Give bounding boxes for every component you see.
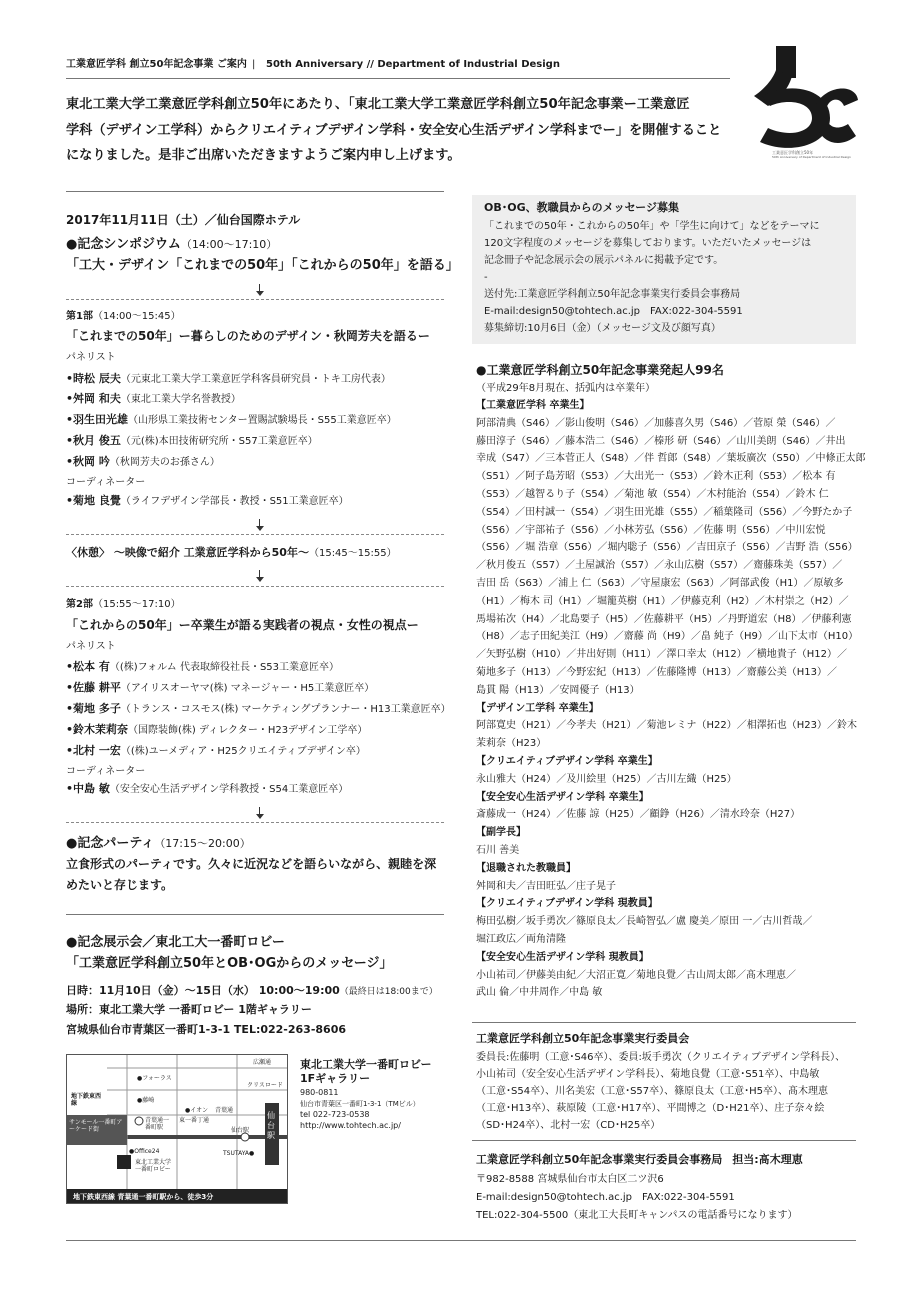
part1-panelist-label: パネリスト (66, 352, 116, 363)
dashed-divider (66, 299, 444, 300)
promoter-group-heading: 【クリエイティブデザイン学科 現教員】 (476, 898, 658, 910)
part2-heading (66, 597, 181, 612)
symposium-theme: 「工大・デザイン「これまでの50年」「これからの50年」を語る」 (66, 258, 459, 273)
promoter-row: （S53）／越智るり子（S54）／菊池 敏（S54）／木村能治（S54）／鈴木 仁 (476, 489, 829, 500)
map-label: サンモール一番町アーケード街 (69, 1119, 123, 1133)
promoter-row: 茉莉奈（H23） (476, 738, 547, 750)
exhibition-address: 宮城県仙台市青葉区一番町1-3-1 TEL:022-263-8606 (66, 1023, 347, 1036)
map-label: 青葉通一番町駅 (145, 1117, 170, 1131)
map-label: ●藤崎 (137, 1097, 155, 1104)
promoter-row: （S51）／阿子島芳昭（S53）／大出光一（S53）／鈴木正利（S53）／松本 有 (476, 471, 836, 483)
coordinator: •中島 敏（安全安心生活デザイン学科教授・S54工業意匠卒） (66, 782, 349, 795)
message-line: 120文字程度のメッセージを募集しております。いただいたメッセージは (484, 238, 812, 249)
map-label: TSUTAYA● (223, 1150, 255, 1157)
office-line: 〒982-8588 宮城県仙台市太白区二ツ沢6 (476, 1174, 664, 1185)
promoter-row: 阿部清典（S46）／影山俊明（S46）／加藤喜久男（S46）／菅原 榮（S46）／ (476, 417, 836, 429)
promoters-note: （平成29年8月現在、括弧内は卒業年） (476, 383, 656, 394)
message-line: - (484, 272, 488, 283)
message-line: 記念冊子や記念展示会の展示パネルに掲載予定です。 (484, 255, 724, 266)
exhibition-place: 場所：東北工業大学 一番町ロビー 1階ギャラリー (66, 1003, 312, 1016)
part1-heading (66, 309, 181, 324)
promoters-title: ●工業意匠学科創立50年記念事業発起人99名 (476, 363, 724, 377)
venue-title: 1Fギャラリー (300, 1072, 371, 1085)
part2-title: 「これからの50年」ー卒業生が語る実践者の視点・女性の視点ー (66, 618, 419, 632)
part2-coordinator-label: コーディネーター (66, 766, 146, 777)
promoter-row: 吉田 岳（S63）／浦上 仁（S63）／守屋康宏（S63）／阿部武俊（H1）／原敏多 (476, 578, 844, 589)
logo-caption-en: 50th Anniversary of Department of Industrial Design (772, 155, 851, 159)
committee-line: （工意･H13卒）、萩原陵（工意･H17卒）、平間博之（D･H21卒）、庄子奈々絵 (476, 1103, 825, 1114)
map-label: クリスロード (247, 1082, 283, 1089)
map-caption: 地下鉄東西線 青葉通一番町駅から、徒歩3分 (73, 1193, 214, 1201)
part1-label: 第1部 (66, 311, 93, 322)
map-label: 仙台駅 (267, 1111, 275, 1140)
promoter-row: ／秋月俊五（S57）／土屋誠治（S57）／永山広樹（S57）／齋藤珠美（S57）／ (476, 560, 843, 572)
logo-caption-jp: 工業意匠学科創立50年 (772, 150, 814, 155)
promoter-row: 幸成（S47）／三本菅正人（S48）／伴 哲郎（S48）／葉坂廣次（S50）／中條正太郎 (476, 453, 866, 465)
dashed-divider (66, 822, 444, 823)
part1-time: （14:00〜15:45） (92, 311, 181, 322)
symposium-heading (66, 236, 277, 254)
left-mid-rule (66, 914, 444, 915)
part2-time: （15:55〜17:10） (92, 599, 181, 610)
promoter-row: （H1）／梅木 司（H1）／堀籠英樹（H1）／伊藤克利（H2）／木村崇之（H2）／ (476, 595, 849, 607)
promoter-row: 島貫 陽（H13）／安岡優子（H13） (476, 684, 640, 696)
exhibition-date: 日時：11月10日（金）〜15日（水） 10:00〜19:00（最終日は18:00まで） (66, 984, 438, 997)
promoter-row: （S56）／宇部祐子（S56）／小林芳弘（S56）／佐藤 明（S56）／中川宏悦 (476, 524, 826, 536)
exhibition-title: ●記念展示会／東北工大一番町ロビー (66, 935, 285, 950)
map-label: ●フォーラス (137, 1075, 172, 1082)
venue-zip: 980-0811 (300, 1088, 339, 1097)
promoter-row: 石川 善美 (476, 845, 520, 856)
map-label: 東北工業大学一番町ロビー (135, 1159, 172, 1173)
promoter-row: （S56）／堀 浩章（S56）／堀内聡子（S56）／吉田京子（S56）／吉野 浩（S56） (476, 542, 858, 554)
dashed-divider (66, 534, 444, 535)
office-heading (476, 1152, 803, 1168)
party-title: ●記念パーティ (66, 836, 155, 851)
break-title: 〈休憩〉 〜映像で紹介 工業意匠学科から50年〜 (66, 546, 309, 559)
committee-line: 小山祐司（安全安心生活デザイン学科長）、菊地良覺（工意･S51卒）、中島敏 (476, 1069, 820, 1080)
panelist: •舛岡 和夫（東北工業大学名誉教授） (66, 392, 241, 405)
panelist: •松本 有（(株)フォルム 代表取締役社長・S53工業意匠卒） (66, 660, 340, 673)
promoter-row: 舛岡和夫／吉田旺弘／庄子晃子 (476, 880, 616, 892)
venue-tel: tel 022-723-0538 (300, 1110, 370, 1119)
right-rule (472, 1022, 856, 1023)
part1-title: 「これまでの50年」ー暮らしのためのデザイン・秋岡芳夫を語るー (66, 329, 430, 343)
panelist: •秋月 俊五（元(株)本田技術研究所・S57工業意匠卒） (66, 434, 318, 447)
office-tel: TEL:022-304-5500（東北工大長町キャンパスの電話番号になります） (476, 1210, 798, 1221)
right-rule (472, 1140, 856, 1141)
part2-label: 第2部 (66, 599, 93, 610)
message-line: 送付先:工業意匠学科創立50年記念事業実行委員会事務局 (484, 289, 741, 300)
event-date-venue: 2017年11月11日（土）／仙台国際ホテル (66, 213, 301, 227)
promoter-row: 菊地多子（H13）／今野宏紀（H13）／佐藤隆博（H13）／齋藤公美（H13）／ (476, 667, 837, 678)
anniversary-logo (732, 40, 858, 160)
panelist: •北村 一宏（(株)ユーメディア・H25クリエイティブデザイン卒） (66, 744, 366, 757)
committee-line: （SD･H24卒）、北村一宏（CD･H25卒） (476, 1120, 661, 1131)
promoter-row: （H8）／志子田紀美江（H9）／齋藤 尚（H9）／畠 純子（H9）／山下太市（H10） (476, 631, 859, 643)
panelist: •菊地 多子（トランス・コスモス(株) マーケティングプランナー・H13工業意匠卒） (66, 702, 451, 715)
party-time: （17:15〜20:00） (154, 837, 251, 850)
exhibition-subtitle: 「工業意匠学科創立50年とOB･OGからのメッセージ」 (66, 956, 393, 971)
intro-line: になりました。是非ご出席いただきますようご案内申し上げます。 (66, 148, 461, 163)
promoter-group-heading: 【クリエイティブデザイン学科 卒業生】 (476, 756, 658, 767)
promoter-group-heading: 【工業意匠学科 卒業生】 (476, 400, 590, 411)
coordinator: •菊地 良覺（ライフデザイン学部長・教授・S51工業意匠卒） (66, 494, 349, 507)
promoter-group-heading: 【安全安心生活デザイン学科 卒業生】 (476, 791, 649, 803)
venue-address: 仙台市青葉区一番町1-3-1（TMビル） (300, 1100, 420, 1108)
message-deadline: 募集締切:10月6日（金）（メッセージ文及び顔写真） (484, 323, 721, 334)
promoter-row: 藤田淳子（S46）／藤本浩二（S46）／榛形 研（S46）／山川美朗（S46）／井出 (476, 435, 846, 447)
header-separator: | (252, 59, 256, 70)
office-contact: 担当:髙木理恵 (732, 1153, 803, 1166)
promoter-group-heading: 【デザイン工学科 卒業生】 (476, 702, 599, 714)
symposium-title: ●記念シンポジウム (66, 237, 181, 252)
committee-title: 工業意匠学科創立50年記念事業実行委員会 (476, 1032, 690, 1045)
panelist: •秋岡 吟（秋岡芳夫のお孫さん） (66, 455, 220, 468)
map-label: ●Office24 (129, 1148, 160, 1155)
map-label: 広瀬通 (253, 1059, 272, 1066)
down-arrow-icon (256, 519, 264, 533)
promoter-row: 永山雅大（H24）／及川絵里（H25）／古川左織（H25） (476, 773, 737, 785)
break-row (66, 545, 397, 562)
venue-url[interactable]: http://www.tohtech.ac.jp/ (300, 1121, 401, 1130)
party-heading (66, 835, 251, 853)
panelist: •佐藤 耕平（アイリスオーヤマ(株) マネージャー・H5工業意匠卒） (66, 681, 375, 694)
promoter-row: 小山祐司／伊藤美由紀／大沼正寛／菊地良覺／古山周太郎／髙木理恵／ (476, 969, 796, 981)
office-email: E-mail:design50@tohtech.ac.jp FAX:022-304-5591 (476, 1192, 735, 1203)
break-time: （15:45〜15:55） (308, 548, 397, 559)
promoter-row: ／矢野弘樹（H10）／井出好則（H11）／澤口幸太（H12）／横地貴子（H12）／ (476, 649, 847, 661)
bottom-rule (66, 1240, 856, 1241)
promoter-row: （S54）／田村誠一（S54）／羽生田光雄（S55）／稲葉隆司（S56）／今野たか子 (476, 506, 853, 518)
map-label: 仙台駅 (231, 1127, 250, 1134)
down-arrow-icon (256, 807, 264, 821)
header-subtitle: 50th Anniversary // Department of Industrial Design (266, 59, 560, 70)
party-desc: めたいと存じます。 (66, 878, 174, 892)
message-line: 「これまでの50年・これからの50年」や「学生に向けて」などをテーマに (484, 221, 820, 232)
map-label: 地下鉄東西線 (71, 1093, 102, 1107)
left-top-rule (66, 191, 444, 192)
dashed-divider (66, 586, 444, 587)
symposium-time: （14:00〜17:10） (180, 238, 278, 251)
promoter-row: 馬場祐次（H4）／北島要子（H5）／佐藤耕平（H5）／丹野道宏（H8）／伊藤利憲 (476, 613, 852, 625)
promoter-row: 斎藤成一（H24）／佐藤 諒（H25）／顧錚（H26）／清水玲奈（H27） (476, 809, 801, 821)
promoter-group-heading: 【副学長】 (476, 827, 526, 839)
message-title: OB･OG、教職員からのメッセージ募集 (484, 201, 679, 214)
promoter-row: 堀江政広／両角清隆 (476, 934, 566, 945)
intro-line: 東北工業大学工業意匠学科創立50年にあたり、「東北工業大学工業意匠学科創立50年記念事業ー工業意匠 (66, 97, 690, 112)
header-title: 工業意匠学科 創立50年記念事業 ご案内 (66, 59, 247, 70)
message-email: E-mail:design50@tohtech.ac.jp FAX:022-304-5591 (484, 306, 743, 317)
venue-title: 東北工業大学一番町ロビー (300, 1058, 432, 1071)
promoter-row: 阿部寛史（H21）／今孝夫（H21）／菊池レミナ（H22）／相澤拓也（H23）／鈴木 (476, 720, 857, 732)
panelist: •時松 辰夫（元東北工業大学工業意匠学科客員研究員・トキ工房代表） (66, 372, 391, 385)
promoter-row: 武山 倫／中井周作／中島 敏 (476, 987, 603, 999)
logo-50-mark (732, 40, 858, 160)
down-arrow-icon (256, 284, 264, 298)
committee-line: 委員長:佐藤明（工意･S46卒）、委員:坂手勇次（クリエイティブデザイン学科長）、 (476, 1052, 846, 1063)
office-title: 工業意匠学科創立50年記念事業実行委員会事務局 (476, 1153, 723, 1166)
map-label: 青葉通 (215, 1107, 234, 1114)
intro-line: 学科（デザイン工学科）からクリエイティブデザイン学科・安全安心生活デザイン学科までー」を開催すること (66, 123, 722, 138)
part2-panelist-label: パネリスト (66, 641, 116, 652)
down-arrow-icon (256, 570, 264, 584)
committee-line: （工意･S54卒）、川名美宏（工意･S57卒）、篠原良太（工意･H5卒）、髙木理恵 (476, 1086, 829, 1097)
header-rule (66, 78, 730, 79)
access-map (66, 1054, 288, 1204)
part1-coordinator-label: コーディネーター (66, 477, 146, 488)
panelist: •鈴木茉莉奈（国際装飾(株) ディレクター・H23デザイン工学卒） (66, 723, 368, 736)
promoter-group-heading: 【退職された教職員】 (476, 862, 576, 874)
map-label: 東一番丁通 (179, 1117, 210, 1124)
map-label: ●イオン (185, 1107, 209, 1114)
party-desc: 立食形式のパーティです。久々に近況などを語らいながら、親睦を深 (66, 857, 437, 871)
promoter-row: 梅田弘樹／坂手勇次／篠原良太／長崎智弘／盧 慶美／原田 一／古川哲哉／ (476, 916, 813, 928)
promoter-group-heading: 【安全安心生活デザイン学科 現教員】 (476, 951, 649, 963)
panelist: •羽生田光雄（山形県工業技術センター置賜試験場長・S55工業意匠卒） (66, 413, 397, 426)
